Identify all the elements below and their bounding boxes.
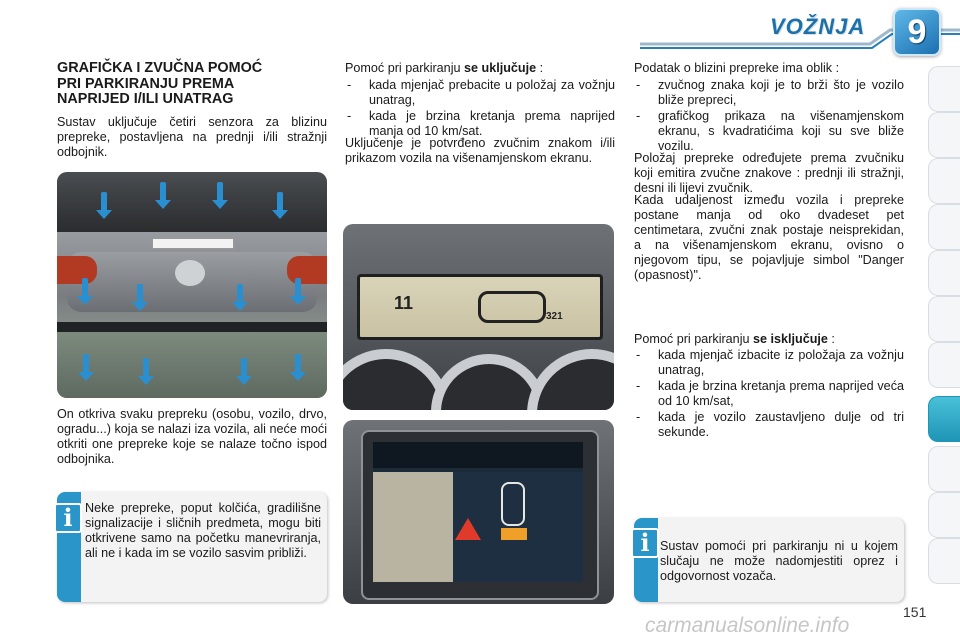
chapter-number: 9 (907, 13, 927, 51)
activation-intro-text: Pomoć pri parkiranju (345, 61, 464, 75)
chapter-tab-7[interactable] (928, 342, 960, 388)
chapter-tab-12[interactable] (928, 538, 960, 584)
form-list (634, 78, 904, 155)
info-text-left: Neke prepreke, poput kolčića, gradilišne signalizacije i sličnih predmeta, mogu biti otkrivene samo na početku manevriranja, ali ne i kada im se vozilo sasvim približi. (85, 501, 321, 560)
sensor-arrow-icon (82, 278, 88, 298)
deactivation-list (634, 348, 904, 441)
chapter-title: VOŽNJA (770, 14, 866, 39)
heading-line-1: GRAFIČKA I ZVUČNA POMOĆ (57, 60, 263, 76)
activation-list (345, 78, 615, 140)
chapter-number-badge (893, 8, 941, 56)
map-area (373, 472, 453, 582)
list-item: - zvučnog znaka koji je to brži što je vozilo bliže prepreci, (634, 78, 904, 108)
activation-intro-bold: se uključuje (464, 61, 537, 75)
sensor-arrow-icon (143, 358, 149, 378)
info-icon: i (54, 503, 82, 533)
sensor-arrow-icon (241, 358, 247, 378)
deactivation-intro-bold: se isključuje (753, 332, 828, 346)
list-item: - kada mjenjač prebacite u položaj za vožnju unatrag, (345, 78, 615, 108)
heading-line-3: NAPRIJED I/ILI UNATRAG (57, 91, 234, 107)
activation-intro-suffix: : (536, 61, 544, 75)
intro-paragraph: Sustav uključuje četiri senzora za blizinu prepreke, postavljena na prednji i/ili stražnji odbojnik. (57, 115, 327, 159)
heading-line-2: PRI PARKIRANJU PREMA (57, 75, 235, 92)
chapter-tab-9-active[interactable] (928, 396, 960, 442)
deactivation-intro-text: Pomoć pri parkiranju (634, 332, 753, 346)
deactivation-intro (634, 332, 904, 347)
sensor-arrow-icon (295, 278, 301, 298)
list-item: - grafičkog prikaza na višenamjenskom ekranu, s kvadratićima koji su sve bliže vozilu. (634, 109, 904, 154)
sensor-arrow-icon (237, 284, 243, 304)
list-item: - kada mjenjač izbacite iz položaja za vožnju unatrag, (634, 348, 904, 378)
watermark: carmanualsonline.info (645, 614, 850, 637)
chapter-tab-11[interactable] (928, 492, 960, 538)
list-item: - kada je vozilo zaustavljeno dulje od tri sekunde. (634, 410, 904, 440)
section-heading (57, 61, 327, 108)
danger-warning-icon (455, 518, 481, 540)
brand-emblem (175, 260, 205, 286)
navigation-lcd (373, 442, 583, 582)
sensor-arrow-icon (295, 354, 301, 374)
form-intro: Podatak o blizini prepreke ima oblik : (634, 61, 840, 75)
distance-paragraph: Kada udaljenost između vozila i prepreke postane manja od oko dvadeset pet centimetara, zvučni znak postaje neisprekidan, a na višenamjenskom ekranu, ovisno o njegovom tipu, se pojavljuje simbol "Danger (opasnost)". (634, 193, 904, 282)
list-item: - kada je brzina kretanja prema naprijed veća od 10 km/sat, (634, 379, 904, 409)
chapter-tab-2[interactable] (928, 112, 960, 158)
sensor-arrow-icon (217, 182, 223, 202)
air-vent-right (527, 349, 614, 410)
chapter-tab-1[interactable] (928, 66, 960, 112)
page-number: 151 (903, 604, 927, 620)
tail-light-right (287, 256, 327, 284)
car-outline-icon (478, 291, 546, 323)
sensor-arrow-icon (137, 284, 143, 304)
sensor-arrow-icon (160, 182, 166, 202)
position-paragraph: Položaj prepreke određujete prema zvučniku koji emitira zvučne znakove : prednji ili stražnji, desni ili lijevi zvučnik. (634, 151, 904, 195)
chapter-tab-5[interactable] (928, 250, 960, 296)
display-number: 11 (394, 293, 414, 313)
bumper-strip (57, 322, 327, 332)
chapter-tab-4[interactable] (928, 204, 960, 250)
multifunction-screen (357, 274, 603, 340)
rear-bumper (57, 332, 327, 398)
activation-intro (345, 61, 615, 76)
car-top-view-icon (501, 482, 525, 526)
tail-light-left (57, 256, 97, 284)
instrument-display-photo (343, 224, 614, 410)
navigation-screen-photo (343, 420, 614, 604)
number-plate (152, 238, 234, 249)
list-item: - kada je brzina kretanja prema naprijed manja od 10 km/sat. (345, 109, 615, 139)
bumper-sensors-photo (57, 172, 327, 398)
info-text-right: Sustav pomoći pri parkiranju ni u kojem slučaju ne može nadomjestiti oprez i odgovornost vozača. (660, 539, 898, 583)
chapter-tab-6[interactable] (928, 296, 960, 342)
front-grille (57, 172, 327, 232)
proximity-bars-icon (501, 528, 527, 540)
status-bar (373, 442, 583, 468)
sensor-arrow-icon (83, 354, 89, 374)
sensor-arrow-icon (277, 192, 283, 212)
detection-paragraph: On otkriva svaku prepreku (osobu, vozilo, drvo, ogradu...) koja se nalazi iza vozila, ali neće moći otkriti one prepreke koje se nalaze točno ispod odbojnika. (57, 407, 327, 466)
sensor-arrow-icon (101, 192, 107, 212)
info-icon: i (631, 528, 659, 558)
confirmation-paragraph: Uključenje je potvrđeno zvučnim znakom i/ili prikazom vozila na višenamjenskom ekranu. (345, 136, 615, 165)
deactivation-intro-suffix: : (827, 332, 835, 346)
chapter-tab-10[interactable] (928, 446, 960, 492)
chapter-tab-3[interactable] (928, 158, 960, 204)
display-small-number: 321 (546, 311, 563, 322)
header-bar (0, 0, 960, 60)
